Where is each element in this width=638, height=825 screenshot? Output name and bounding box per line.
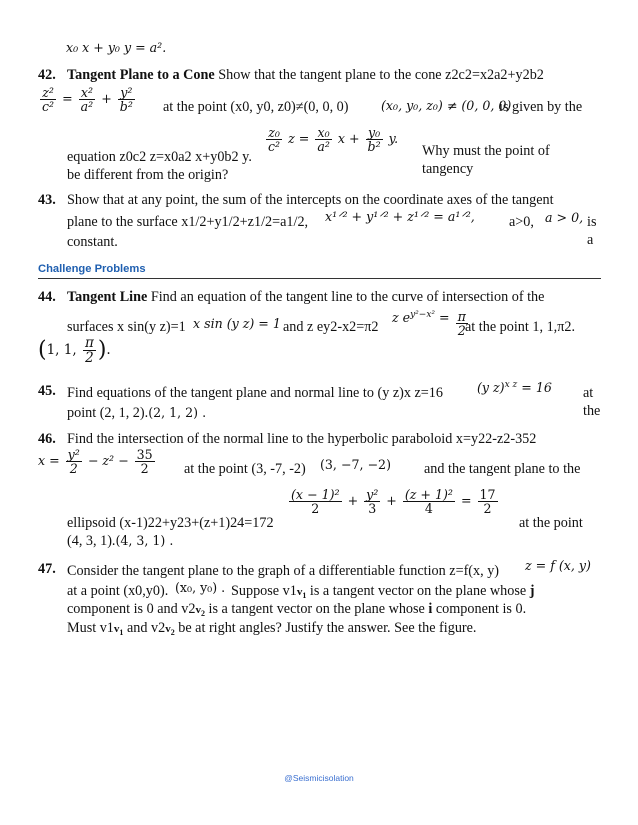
problem-line [38,336,590,370]
problem-text: equation z0c2 z=x0a2 x+y0b2 y. [67,149,252,166]
problem-text: is given by the [499,99,583,116]
problem-line [67,306,590,339]
equation-tangent-line-circle: x₀ x + y₀ y = a². [66,40,167,55]
problem-46 [38,430,590,550]
problem-title: Tangent Line [67,289,148,305]
equation-ellipsoid: $\frac{\text{(x − 1)²}}{2}$ + $\frac{\text{y²}}{3}$ + $\frac{\text{(z + 1)²}}{4}$ = $\frac{17}{2}$ [291,487,496,517]
problem-text: at the point [519,515,583,532]
point-tuple: (4, 3, 1) . [115,533,174,549]
function-equation: z = f (x, y) [525,558,591,573]
problem-text: Find the intersection of the normal line to the hyperbolic paraboloid x=y22-z2-352 [67,431,537,447]
point-tuple: (1, 1, $\frac{\pi}{2}$ ). [38,335,111,367]
problem-47 [38,560,590,639]
problem-line [67,560,590,580]
problem-line [38,448,590,488]
problem-number: 43. [38,192,56,208]
problem-42 [38,66,590,184]
point-tuple: (3, −7, −2) [320,457,391,473]
problem-line [38,84,590,126]
problem-line [67,488,590,532]
problem-text: Show that the tangent plane to the cone z2c2=x2a2+y2b2 [218,67,544,83]
problem-text: point (2, 1, 2). [67,405,149,421]
point-tuple: (x₀, y₀, z₀) ≠ (0, 0, 0) [381,98,512,114]
problem-43 [38,191,597,251]
problem-text: plane to the surface x1/2+y1/2+z1/2=a1/2, [67,214,309,231]
footer-watermark: @Seismicisolation [284,773,354,783]
condition: a > 0, [545,210,584,226]
problem-text: be different from the origin? [67,167,229,184]
problem-line [67,580,590,600]
point-tuple: (x₀, y₀) . [175,580,226,595]
equation-paraboloid: x = $\frac{\text{y²}}{2}$ − z² − $\frac{35}{2}$ [38,447,153,477]
problem-text: surfaces x sin(y z)=1 [67,319,186,336]
equation-surface: (y z)$^{x z}$ = 16 [477,380,552,396]
equation-surface: x¹ᐟ² + y¹ᐟ² + z¹ᐟ² = a¹ᐟ², [325,209,475,225]
problem-line [67,532,590,550]
problem-text: at the point (x0, y0, z0)≠(0, 0, 0) [163,99,349,116]
problem-text: at the point (3, -7, -2) [184,461,306,478]
equation-surface-2: z $e^{y^2-x^2}$ = $\frac{\pi}{2}$ [392,309,466,339]
problem-45 [38,380,601,422]
problem-text: and z ey2-x2=π2 [283,319,379,336]
problem-text: Why must the point of tangency [422,143,550,178]
point-tuple: (2, 1, 2) . [148,405,207,420]
problem-title: Tangent Plane to a Cone [67,67,215,83]
problem-text: ellipsoid (x-1)22+y23+(z+1)24=172 [67,515,274,532]
problem-line [67,66,590,84]
problem-number: 46. [38,431,56,447]
problem-text: a>0, [509,214,534,231]
problem-text: at the [583,385,601,420]
problem-text: constant. [67,234,118,251]
problem-number: 42. [38,67,56,83]
problem-line [67,288,590,306]
section-heading-challenge: Challenge Problems [38,262,601,279]
problem-number: 45. [38,383,56,399]
problem-text: Find an equation of the tangent line to the curve of intersection of the [150,289,545,305]
equation-surface-1: x sin (y z) = 1 [193,316,281,332]
problem-text: at a point (x0,y0). [67,583,169,599]
problem-44 [38,288,590,370]
problem-text: Show that at any point, the sum of the intercepts on the coordinate axes of the tangent [67,192,554,208]
problem-text: Consider the tangent plane to the graph of a differentiable function z=f(x, y) [67,563,500,579]
problem-text: at the point 1, 1,π2. [465,319,576,336]
equation-tangent-plane: $\frac{\text{z₀}}{\text{c²}}$ z = $\frac{\text{x₀}}{\text{a²}}$ x + $\frac{\text{y₀}}{\text{b²}}$ y. [268,125,399,155]
problem-number: 47. [38,561,56,577]
problem-line: component is 0 and $v2v_2$ is a tangent vector on the plane whose i component is 0. [67,601,527,619]
problem-line: Must $v1v_1$ and $v2v_2$ be at right angles? Justify the answer. See the figure. [67,620,477,638]
problem-text: is a [587,214,597,249]
problem-text: Suppose $v1v_1$ is a tangent vector on the plane whose j [231,583,535,601]
problem-text: (4, 3, 1). [67,533,116,550]
problem-text: and the tangent plane to the [424,461,581,478]
equation-cone: $\frac{\text{z²}}{\text{c²}}$ = $\frac{\text{x²}}{\text{a²}}$ + $\frac{\text{y²}}{\text{b²}}$ [42,85,133,115]
problem-line [67,404,590,422]
problem-text: Find equations of the tangent plane and normal line to (y z)x z=16 [67,385,443,401]
problem-number: 44. [38,289,56,305]
